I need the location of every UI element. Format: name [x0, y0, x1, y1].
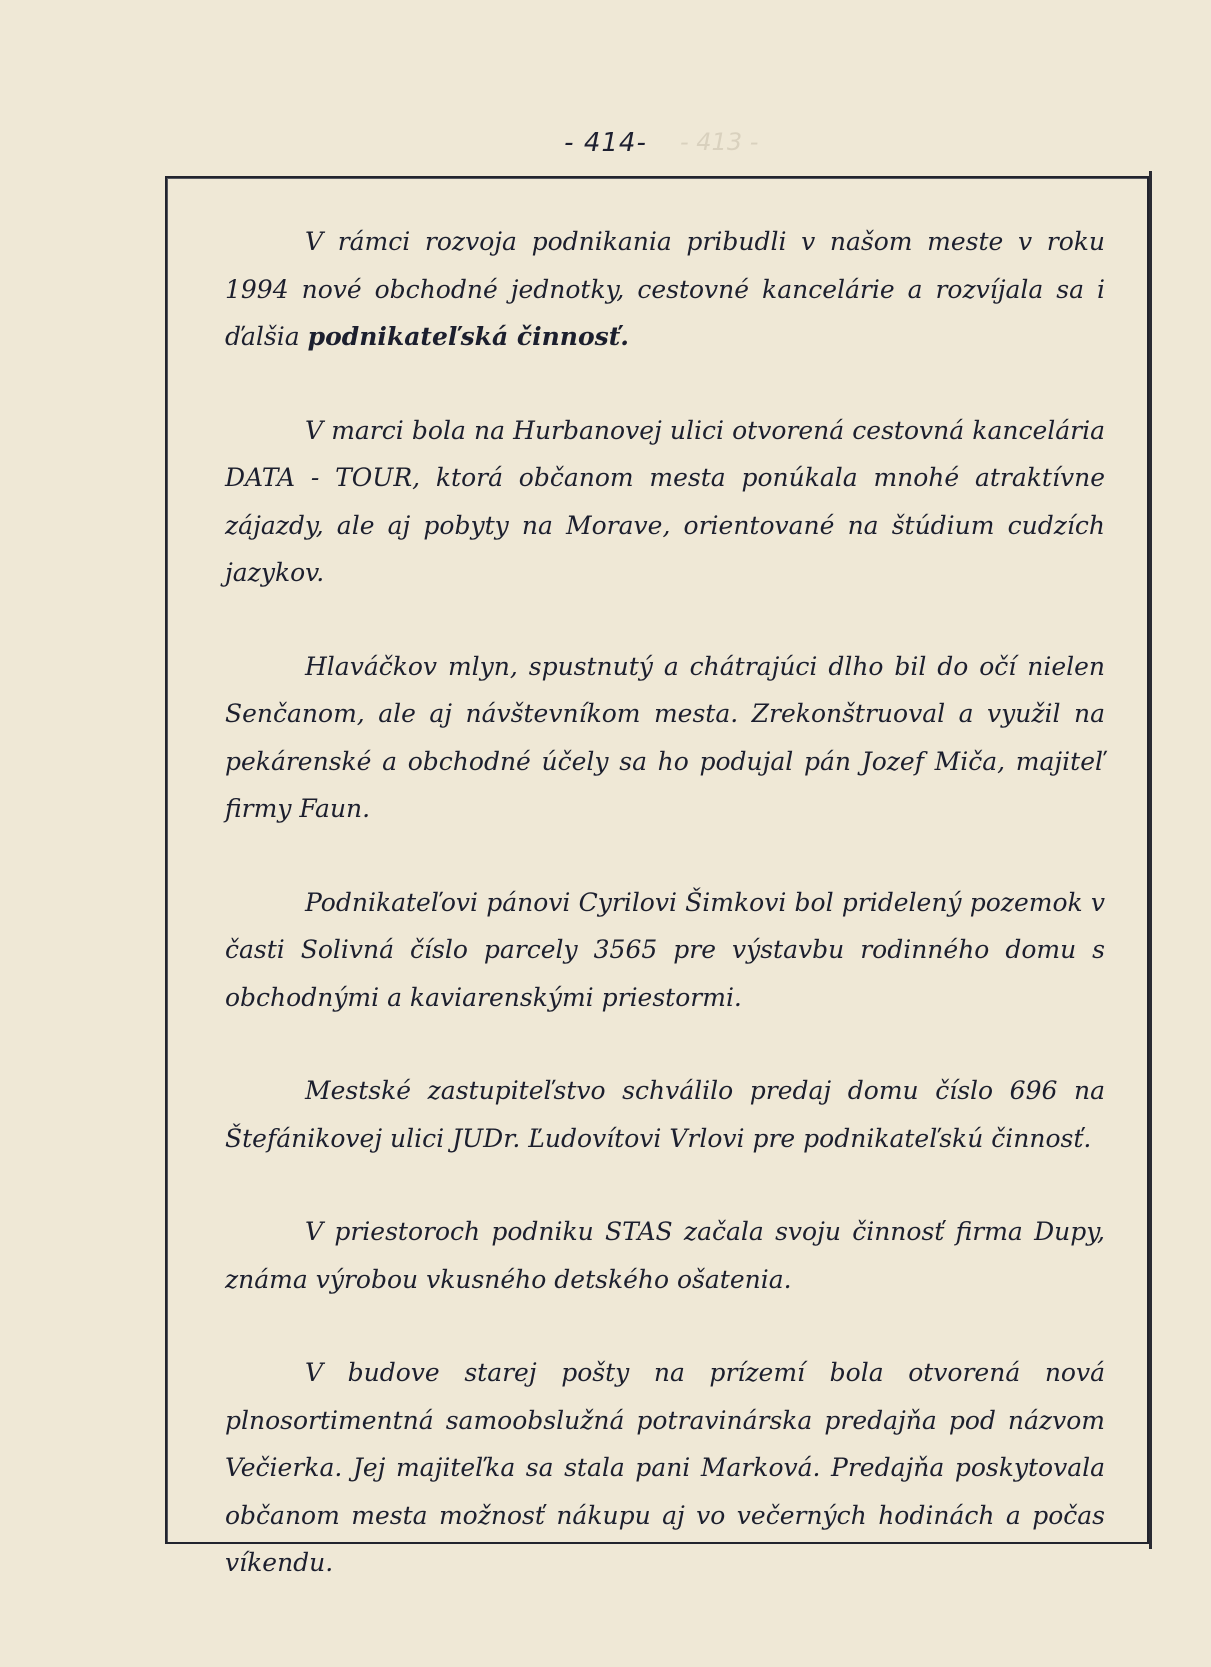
page-number: - 414- — [564, 128, 647, 158]
paragraph-text: V priestoroch podniku STAS začala svoju činnosť firma Dupy, známa výrobou vkusného detského ošatenia. — [225, 1217, 1105, 1294]
handwritten-text — [225, 218, 1105, 1633]
paragraph-text: V marci bola na Hurbanovej ulici otvorená cestovná kancelária DATA - TOUR, ktorá občanom mesta ponúkala mnohé atraktívne zájazdy, ale aj pobyty na Morave, orientované na štúdium cudzích jazykov. — [225, 415, 1105, 587]
paragraph-mill — [225, 643, 1105, 833]
paragraph-text: Hlaváčkov mlyn, spustnutý a chátrajúci dlho bil do očí nielen Senčanom, ale aj návštevníkom mesta. Zrekonštruoval a využil na pekárenské a obchodné účely sa ho podujal pán Jozef Miča, majiteľ firmy Faun. — [225, 651, 1105, 823]
paragraph-business-development — [225, 218, 1105, 361]
paragraph-land-plot — [225, 879, 1105, 1022]
paragraph-house-sale — [225, 1067, 1105, 1162]
paragraph-travel-agency — [225, 407, 1105, 597]
paragraph-text: V rámci rozvoja podnikania pribudli v našom meste v roku 1994 nové obchodné jednotky, cestovné kancelárie a rozvíjala sa i ďalšia — [225, 227, 1105, 351]
paragraph-grocery-store — [225, 1349, 1105, 1587]
paragraph-bold-text: podnikateľská činnosť. — [307, 322, 629, 351]
paragraph-text: V budove starej pošty na prízemí bola otvorená nová plnosortimentná samoobslužná potravinárska predajňa pod názvom Večierka. Jej majiteľka sa stala pani Marková. Predajňa poskytovala občanom mesta možnosť nákupu aj vo večerných hodinách a počas víkendu. — [225, 1358, 1105, 1577]
ghost-page-number: - 413 - — [680, 128, 759, 156]
paragraph-firm-dupy — [225, 1208, 1105, 1303]
paragraph-text: Mestské zastupiteľstvo schválilo predaj domu číslo 696 na Štefánikovej ulici JUDr. Ľudovítovi Vrlovi pre podnikateľskú činnosť. — [225, 1076, 1105, 1153]
frame-shadow-edge — [1149, 171, 1152, 1549]
paragraph-text: Podnikateľovi pánovi Cyrilovi Šimkovi bol pridelený pozemok v časti Solivná číslo parcely 3565 pre výstavbu rodinného domu s obchodnými a kaviarenskými priestormi. — [225, 887, 1105, 1012]
